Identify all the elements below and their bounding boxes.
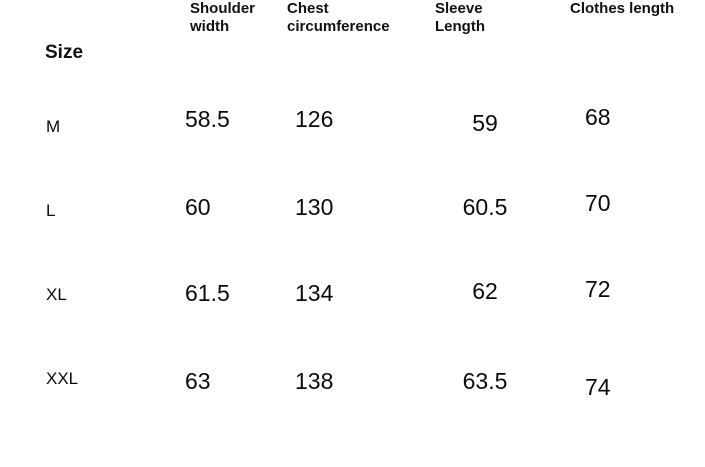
column-header-shoulder-width: Shoulder width bbox=[190, 0, 256, 35]
cell-size: XXL bbox=[46, 369, 79, 388]
column-header-size: Size bbox=[45, 42, 84, 63]
cell-chest-circumference: 126 bbox=[295, 106, 334, 132]
table-header bbox=[0, 0, 705, 100]
column-header-clothes-length: Clothes length bbox=[570, 0, 675, 17]
cell-sleeve-length: 62 bbox=[472, 278, 498, 304]
cell-size: XL bbox=[46, 285, 67, 304]
cell-chest-circumference: 130 bbox=[295, 194, 334, 220]
cell-size: L bbox=[46, 201, 56, 220]
cell-sleeve-length: 60.5 bbox=[462, 194, 508, 220]
table-row bbox=[0, 352, 705, 436]
cell-clothes-length: 68 bbox=[585, 104, 611, 130]
table-row bbox=[0, 184, 705, 268]
cell-shoulder-width: 61.5 bbox=[185, 280, 230, 306]
cell-sleeve-length: 59 bbox=[472, 110, 498, 136]
table-row bbox=[0, 100, 705, 184]
table-body bbox=[0, 100, 705, 436]
cell-shoulder-width: 60 bbox=[185, 194, 211, 220]
table-row bbox=[0, 268, 705, 352]
column-header-chest-circumference: Chest circumference bbox=[287, 0, 390, 35]
cell-clothes-length: 70 bbox=[585, 190, 611, 216]
cell-chest-circumference: 138 bbox=[295, 368, 334, 394]
cell-shoulder-width: 63 bbox=[185, 368, 211, 394]
cell-sleeve-length: 63.5 bbox=[462, 368, 508, 394]
column-header-sleeve-length: Sleeve Length bbox=[435, 0, 485, 35]
header-row bbox=[0, 0, 705, 100]
cell-size: M bbox=[46, 117, 61, 136]
cell-chest-circumference: 134 bbox=[295, 280, 334, 306]
cell-shoulder-width: 58.5 bbox=[185, 106, 230, 132]
cell-clothes-length: 74 bbox=[585, 374, 611, 400]
cell-clothes-length: 72 bbox=[585, 276, 611, 302]
